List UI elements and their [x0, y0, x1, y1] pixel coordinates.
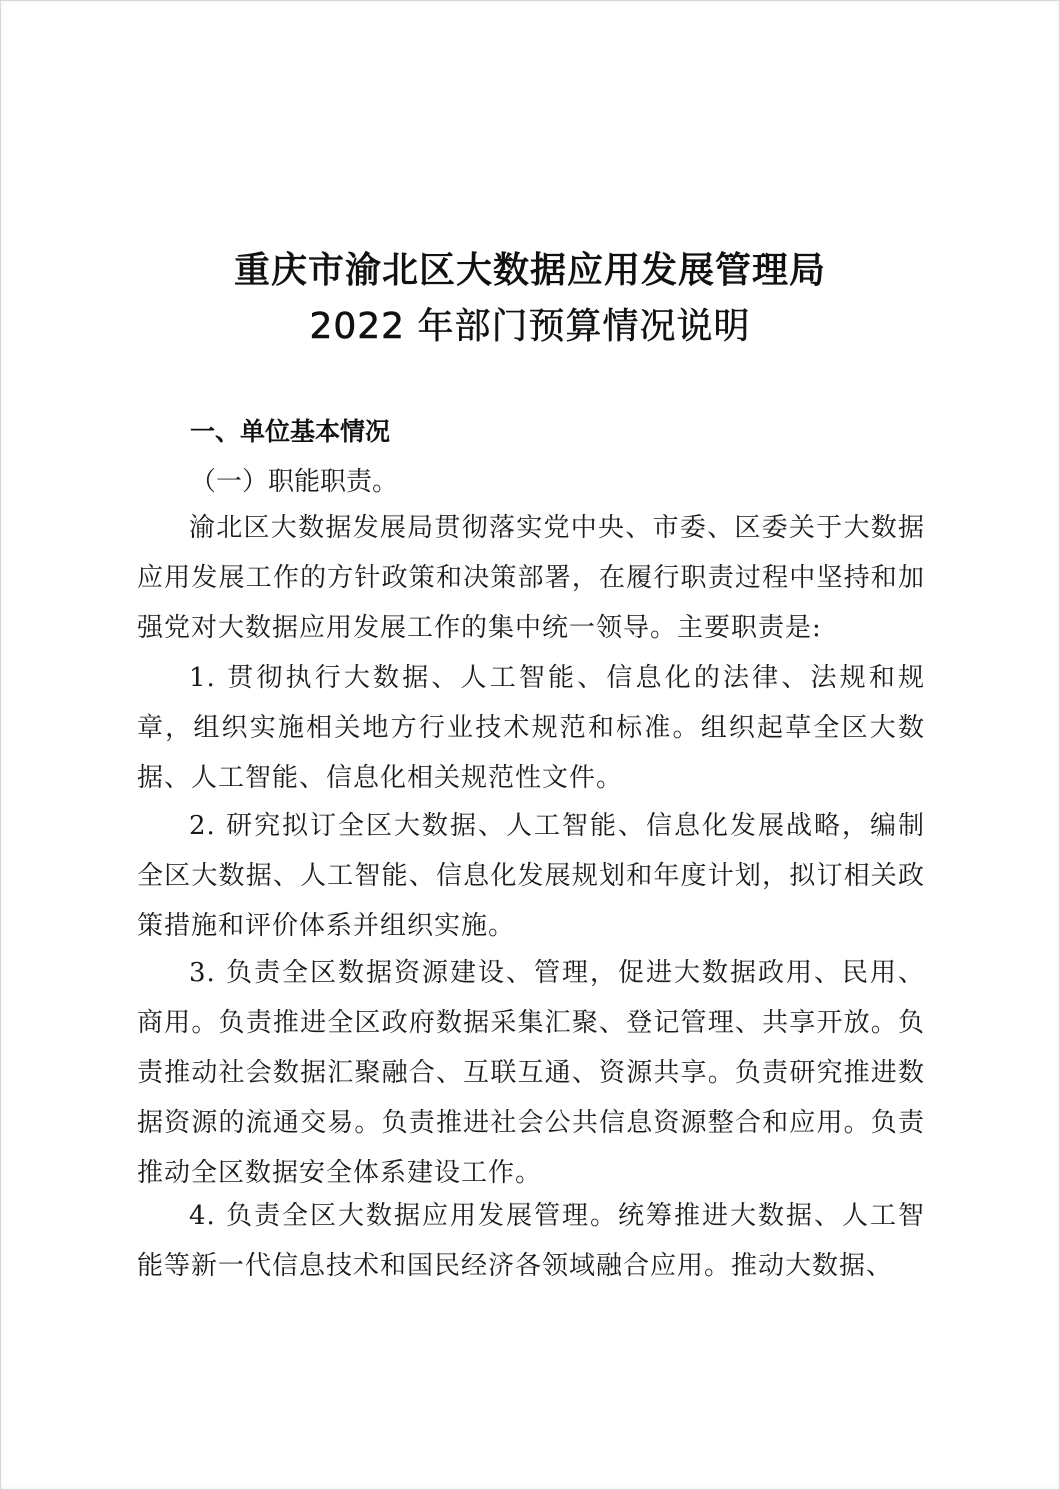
paragraph-duty-2: 2. 研究拟订全区大数据、人工智能、信息化发展战略，编制全区大数据、人工智能、信息化发展规划和年度计划，拟订相关政策措施和评价体系并组织实施。	[137, 811, 925, 941]
document-title-line2: 2022 年部门预算情况说明	[309, 306, 751, 347]
paragraph-duty-3: 3. 负责全区数据资源建设、管理，促进大数据政用、民用、商用。负责推进全区政府数据采集汇聚、登记管理、共享开放。负责推动社会数据汇聚融合、互联互通、资源共享。负责研究推进数据资源的流通交易。负责推进社会公共信息资源整合和应用。负责推动全区数据安全体系建设工作。	[137, 958, 925, 1188]
paragraph-duty-1: 1. 贯彻执行大数据、人工智能、信息化的法律、法规和规章，组织实施相关地方行业技术规范和标准。组织起草全区大数据、人工智能、信息化相关规范性文件。	[137, 663, 925, 793]
section-heading: 一、单位基本情况	[190, 417, 391, 446]
document-title-line1: 重庆市渝北区大数据应用发展管理局	[233, 250, 826, 291]
subsection-heading: （一）职能职责。	[190, 467, 399, 497]
paragraph-intro: 渝北区大数据发展局贯彻落实党中央、市委、区委关于大数据应用发展工作的方针政策和决策部署，在履行职责过程中坚持和加强党对大数据应用发展工作的集中统一领导。主要职责是:	[137, 513, 925, 643]
paragraph-duty-4: 4. 负责全区大数据应用发展管理。统筹推进大数据、人工智能等新一代信息技术和国民经济各领域融合应用。推动大数据、	[137, 1201, 925, 1281]
